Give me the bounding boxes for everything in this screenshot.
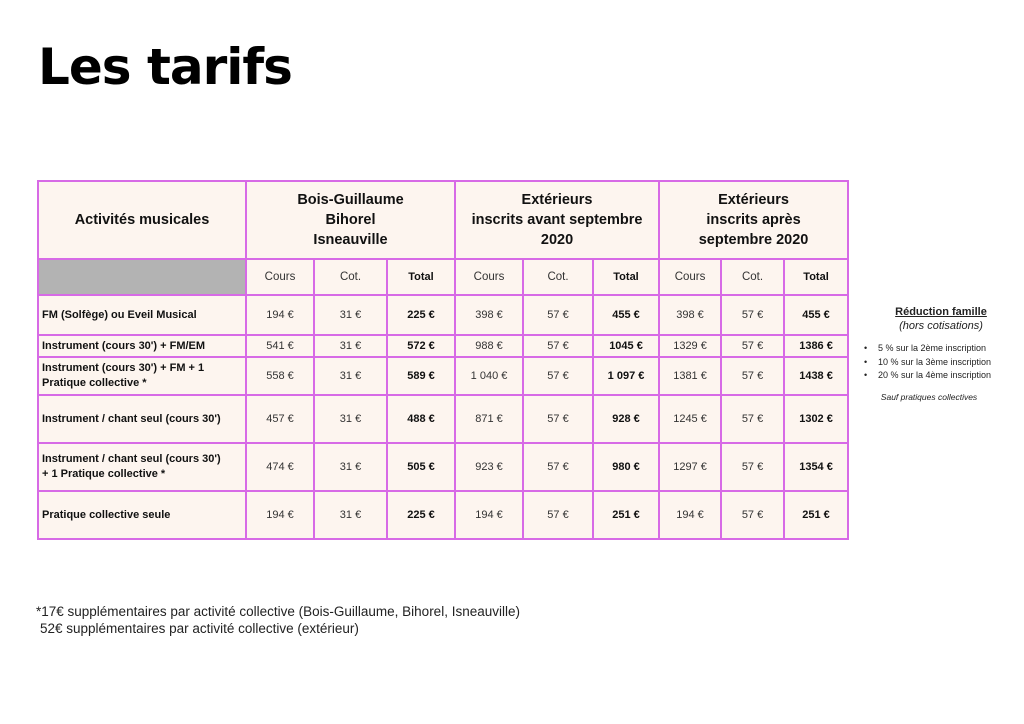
total-cell: 589 € [387,357,455,395]
discount-item: • 5 % sur la 2ème inscription [873,342,1024,356]
total-cell: 455 € [593,295,659,335]
header-group-ext-after [659,181,848,259]
table-row [38,357,848,395]
subheader-cell: Cot. [721,259,784,295]
total-cell: 251 € [593,491,659,539]
activity-cell [38,295,246,335]
header-line: Bihorel [325,212,376,228]
header-group-ext-before [455,181,659,259]
total-cell: 928 € [593,395,659,443]
price-cell: 541 € [246,335,314,357]
table-row [38,443,848,491]
footnote: 52€ supplémentaires par activité collective (extérieur) [40,621,359,636]
price-cell: 57 € [721,443,784,491]
price-cell: 57 € [721,335,784,357]
total-cell: 1 097 € [593,357,659,395]
price-cell: 194 € [246,295,314,335]
subheader-cell: Cours [659,259,721,295]
price-cell: 31 € [314,335,387,357]
total-cell: 1302 € [784,395,848,443]
discount-title: Réduction famille [895,306,987,318]
price-cell: 57 € [523,395,593,443]
price-cell: 1381 € [659,357,721,395]
price-cell: 923 € [455,443,523,491]
subheader-cell: Cours [455,259,523,295]
price-cell: 57 € [721,491,784,539]
empty-grey-cell [38,259,246,295]
price-cell: 194 € [246,491,314,539]
price-cell: 31 € [314,491,387,539]
price-cell: 57 € [523,357,593,395]
price-cell: 31 € [314,395,387,443]
total-cell: 251 € [784,491,848,539]
activity-cell [38,443,246,491]
activity-line: Pratique collective * [42,377,147,389]
table-body [38,295,848,539]
activity-line: FM (Solfège) ou Eveil Musical [42,308,197,321]
total-cell: 225 € [387,295,455,335]
header-line: Extérieurs [521,192,593,208]
price-cell: 398 € [659,295,721,335]
total-cell: 980 € [593,443,659,491]
price-cell: 31 € [314,443,387,491]
price-cell: 1297 € [659,443,721,491]
header-line: inscrits avant septembre [471,212,643,228]
header-line: septembre 2020 [698,232,809,248]
activity-cell [38,395,246,443]
price-cell: 57 € [523,491,593,539]
subheader-cell: Total [387,259,455,295]
table-row [38,295,848,335]
price-cell: 57 € [721,295,784,335]
activity-line: Instrument (cours 30') + FM + 1 [42,362,205,374]
price-cell: 194 € [455,491,523,539]
price-cell: 871 € [455,395,523,443]
total-cell: 572 € [387,335,455,357]
activity-cell [38,491,246,539]
price-cell: 1 040 € [455,357,523,395]
price-cell: 988 € [455,335,523,357]
total-cell: 1438 € [784,357,848,395]
subheader-cell: Cours [246,259,314,295]
price-cell: 57 € [523,335,593,357]
price-cell: 31 € [314,295,387,335]
header-activities: Activités musicales [38,181,246,259]
total-cell: 505 € [387,443,455,491]
discount-item: • 10 % sur la 3ème inscription [873,356,1024,370]
price-cell: 57 € [721,395,784,443]
price-cell: 558 € [246,357,314,395]
footnotes [36,603,520,637]
subheader-cell: Cot. [314,259,387,295]
activity-line: Instrument / chant seul (cours 30') [42,453,221,465]
pricing-table [37,180,849,540]
price-cell: 457 € [246,395,314,443]
discount-item: • 20 % sur la 4ème inscription [873,369,1024,383]
price-cell: 474 € [246,443,314,491]
price-cell: 1329 € [659,335,721,357]
total-cell: 488 € [387,395,455,443]
total-cell: 225 € [387,491,455,539]
price-cell: 57 € [523,295,593,335]
discount-subtitle: (hors cotisations) [899,320,983,332]
header-line: Extérieurs [718,192,789,208]
price-cell: 398 € [455,295,523,335]
subheader-cell: Total [784,259,848,295]
header-line: 2020 [540,232,574,248]
activity-line: Instrument / chant seul (cours 30') [42,412,221,425]
activity-line: Pratique collective seule [42,508,171,521]
family-discount-box [858,306,1024,402]
table-row [38,335,848,357]
table-row [38,491,848,539]
header-line: Bois-Guillaume [297,192,404,208]
discount-note: Sauf pratiques collectives [880,391,978,402]
price-cell: 57 € [721,357,784,395]
table-header-row [38,181,848,259]
table-row [38,395,848,443]
header-line: Isneauville [313,232,388,248]
subheader-cell: Total [593,259,659,295]
price-cell: 57 € [523,443,593,491]
footnote: *17€ supplémentaires par activité collective (Bois-Guillaume, Bihorel, Isneauville) [36,604,520,619]
activity-line: Instrument (cours 30') + FM/EM [42,339,206,352]
header-line: inscrits après [706,212,801,228]
total-cell: 455 € [784,295,848,335]
activity-line: + 1 Pratique collective * [42,468,166,480]
activity-cell [38,357,246,395]
table-subheader-row [38,259,848,295]
subheader-cell: Cot. [523,259,593,295]
page-title: Les tarifs [38,38,292,96]
price-cell: 1245 € [659,395,721,443]
price-cell: 31 € [314,357,387,395]
total-cell: 1354 € [784,443,848,491]
activity-cell [38,335,246,357]
price-cell: 194 € [659,491,721,539]
total-cell: 1386 € [784,335,848,357]
discount-list [858,342,1024,383]
total-cell: 1045 € [593,335,659,357]
header-group-local [246,181,455,259]
